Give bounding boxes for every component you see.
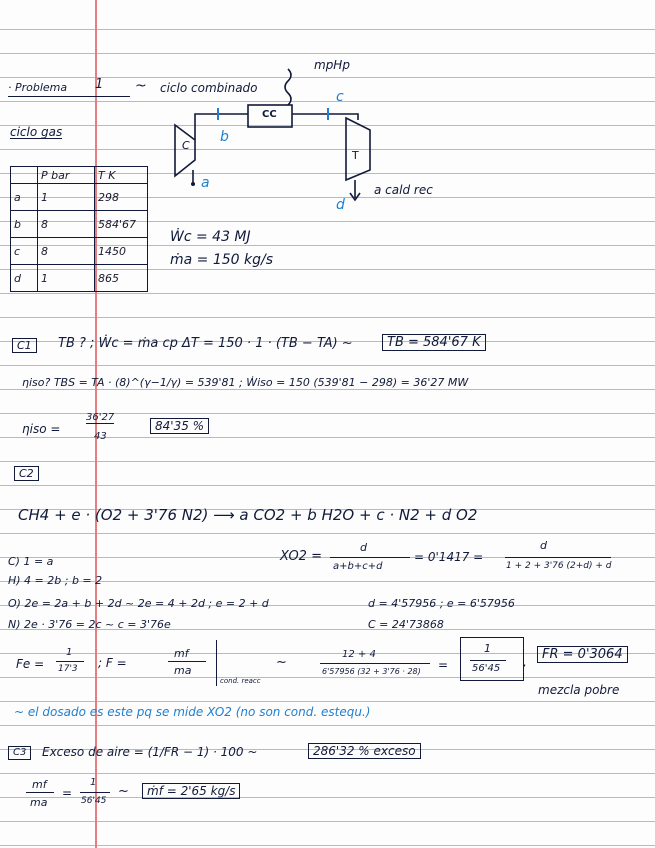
mf-den: ma [30,796,48,809]
c3-text: Exceso de aire = (1/FR − 1) · 100 ~ [42,745,258,759]
cond-reacc-note: cond. reacc [220,677,261,685]
c2-tag: C2 [14,466,39,481]
xo2-den: a+b+c+d [333,561,383,572]
table-cell-pressure: 8 [38,211,95,238]
c3-tag: C3 [8,746,31,760]
xo2-num2: d [540,539,547,552]
fe-lhs: Fe = [16,657,45,671]
xo2-fraction-bar [330,557,410,558]
xo2-fraction-bar-2 [505,557,611,558]
c1-line3-lhs: ηiso = [22,422,61,436]
c1-frac-num: 36'27 [86,412,115,423]
table-cell-temperature: 584'67 [95,211,148,238]
label-d: d [336,197,345,213]
xo2-num: d [360,541,367,554]
hydrogen-balance: H) 4 = 2b ; b = 2 [8,574,103,587]
mf-eq-den: 56'45 [81,796,107,806]
power-label: mpHp [314,58,350,72]
fr-result: FR = 0'3064 [537,646,628,663]
c1-line2: ηiso? TBS = TA · (8)^(γ−1/γ) = 539'81 ; Ẇiso = 150 (539'81 − 298) = 36'27 MW [22,376,469,389]
f-frac-bar [470,660,506,661]
power-squiggle [285,69,291,105]
nitrogen-result: C = 24'73868 [368,618,444,631]
mf-eq-bar [80,792,110,793]
table-cell-state: d [11,265,38,292]
table-cell-state: b [11,211,38,238]
fe-num: 1 [66,647,73,658]
problem-label: · Problema [8,81,68,94]
mf-num: mf [32,778,47,791]
compressor-label: C [182,139,190,152]
f-den: ma [174,664,192,677]
f-fraction-bar [168,661,206,662]
given-ma: ṁa = 150 kg/s [170,252,274,268]
xo2-mid: = 0'1417 = [414,550,484,564]
mezcla-pobre: mezcla pobre [538,683,620,697]
table-row [11,238,148,265]
table-cell-state: c [11,238,38,265]
carbon-balance: C) 1 = a [8,555,54,568]
fe-fraction-bar [56,661,84,662]
cycle-type: ciclo combinado [160,81,258,95]
c1-line3-result: 84'35 % [150,418,209,434]
f-arrow: ~ [276,655,287,670]
table-row [11,211,148,238]
c2-reaction: CH4 + e · (O2 + 3'76 N2) ⟶ a CO2 + b H2O + c · N2 + d O2 [18,506,478,524]
mf-fraction-bar [26,792,54,793]
mf-result: ṁf = 2'65 kg/s [142,783,240,799]
oxygen-balance: O) 2e = 2a + b + 2d ~ 2e = 4 + 2d ; e = 2 + d [8,597,269,610]
f-den2: 6'57956 (32 + 3'76 · 28) [322,667,421,676]
label-b: b [220,129,229,145]
f-num2: 12 + 4 [342,649,376,660]
c1-tag: C1 [12,338,37,353]
evaluation-bar [216,640,217,686]
c1-line1: TB ? ; Ẇc = ṁa cp ΔT = 150 · 1 · (TB − TA) ~ [58,336,353,351]
f-result-box [460,637,524,681]
table-header-row [11,167,148,184]
table-header-cell: T K [95,167,148,184]
turbine-label: T [352,149,359,162]
notebook-page: · Problema 1 ~ ciclo combinado ciclo gas mpHp CC C T a b c d a cald rec P bar T K a 1 298 b 8 584'67 c 8 1450 d 1 865 Ẇc = 43 MJ ṁa = 150 kg/s C1 TB ? ; Ẇc = ṁa cp ΔT = 150 · 1 · (TB − TA) ~ TB = 584'67 K ηiso? TBS = TA · (8)^(γ−1/γ) = 539'81 ; Ẇiso = 150 (539'81 − 298) = 36'27 MW ηiso = 36'27 43 84'35 % C2 CH4 + e · (O2 + 3'76 N2) ⟶ a CO2 + b H2O + c · N2 + d O2 XO2 = d a+b+c+d = 0'1417 = d 1 + 2 + 3'76 (2+d) + d C) 1 = a H) 4 = 2b ; b = 2 O) 2e = 2a + b + 2d ~ 2e = 4 + 2d ; e = 2 + d d = 4'57956 ; e = 6'57956 N) 2e · 3'76 = 2c ~ c = 3'76e C = 24'73868 Fe = 1 17'3 ; F = mf ma cond. reacc ~ 12 + 4 6'57956 (32 + 3'76 · 28) = 1 56'45 , FR = 0'3064 mezcla pobre ~ el dosado es este pq se mide XO2 (no son cond. estequ.) C3 Exceso de aire = (1/FR − 1) · 100 ~ 286'32 % exceso mf ma = 1 56'45 ~ ṁf = 2'65 kg/s [0,0,655,848]
label-a: a [201,175,210,191]
f-lhs: ; F = [98,656,127,670]
c1-line1-result: TB = 584'67 K [382,334,486,351]
f-fraction-bar-2 [320,663,430,664]
inlet-dot [191,182,195,186]
table-header-cell [11,167,38,184]
nitrogen-balance: N) 2e · 3'76 = 2c ~ c = 3'76e [8,618,171,631]
table-row [11,265,148,292]
mf-arrow: ~ [118,784,129,799]
xo2-den2: 1 + 2 + 3'76 (2+d) + d [506,561,612,571]
c1-frac-den: 43 [94,431,107,442]
problem-number: 1 [95,77,104,92]
table-cell-pressure: 1 [38,184,95,211]
arrow-glyph: ~ [135,78,147,94]
table-cell-pressure: 8 [38,238,95,265]
table-header-cell: P bar [38,167,95,184]
dosado-note: ~ el dosado es este pq se mide XO2 (no son cond. estequ.) [14,705,371,719]
f-equals: = [438,658,449,672]
mf-eq-num: 1 [90,777,97,788]
table-cell-pressure: 1 [38,265,95,292]
table-cell-state: a [11,184,38,211]
table-cell-temperature: 865 [95,265,148,292]
oxygen-result: d = 4'57956 ; e = 6'57956 [368,597,515,610]
f-frac-num: 1 [484,642,491,655]
state-table [10,166,148,292]
section-gas-title: ciclo gas [10,125,63,139]
table-cell-temperature: 1450 [95,238,148,265]
xo2-lhs: XO2 = [280,549,322,564]
c3-result: 286'32 % exceso [308,743,421,759]
label-c: c [336,89,344,105]
exhaust-label: a cald rec [374,183,433,197]
f-num: mf [174,647,189,660]
f-frac-den: 56'45 [472,663,501,674]
cc-label: CC [262,109,277,120]
table-cell-temperature: 298 [95,184,148,211]
fe-den: 17'3 [58,664,78,674]
table-row [11,184,148,211]
header-underline [8,96,130,97]
given-wc: Ẇc = 43 MJ [170,229,251,245]
